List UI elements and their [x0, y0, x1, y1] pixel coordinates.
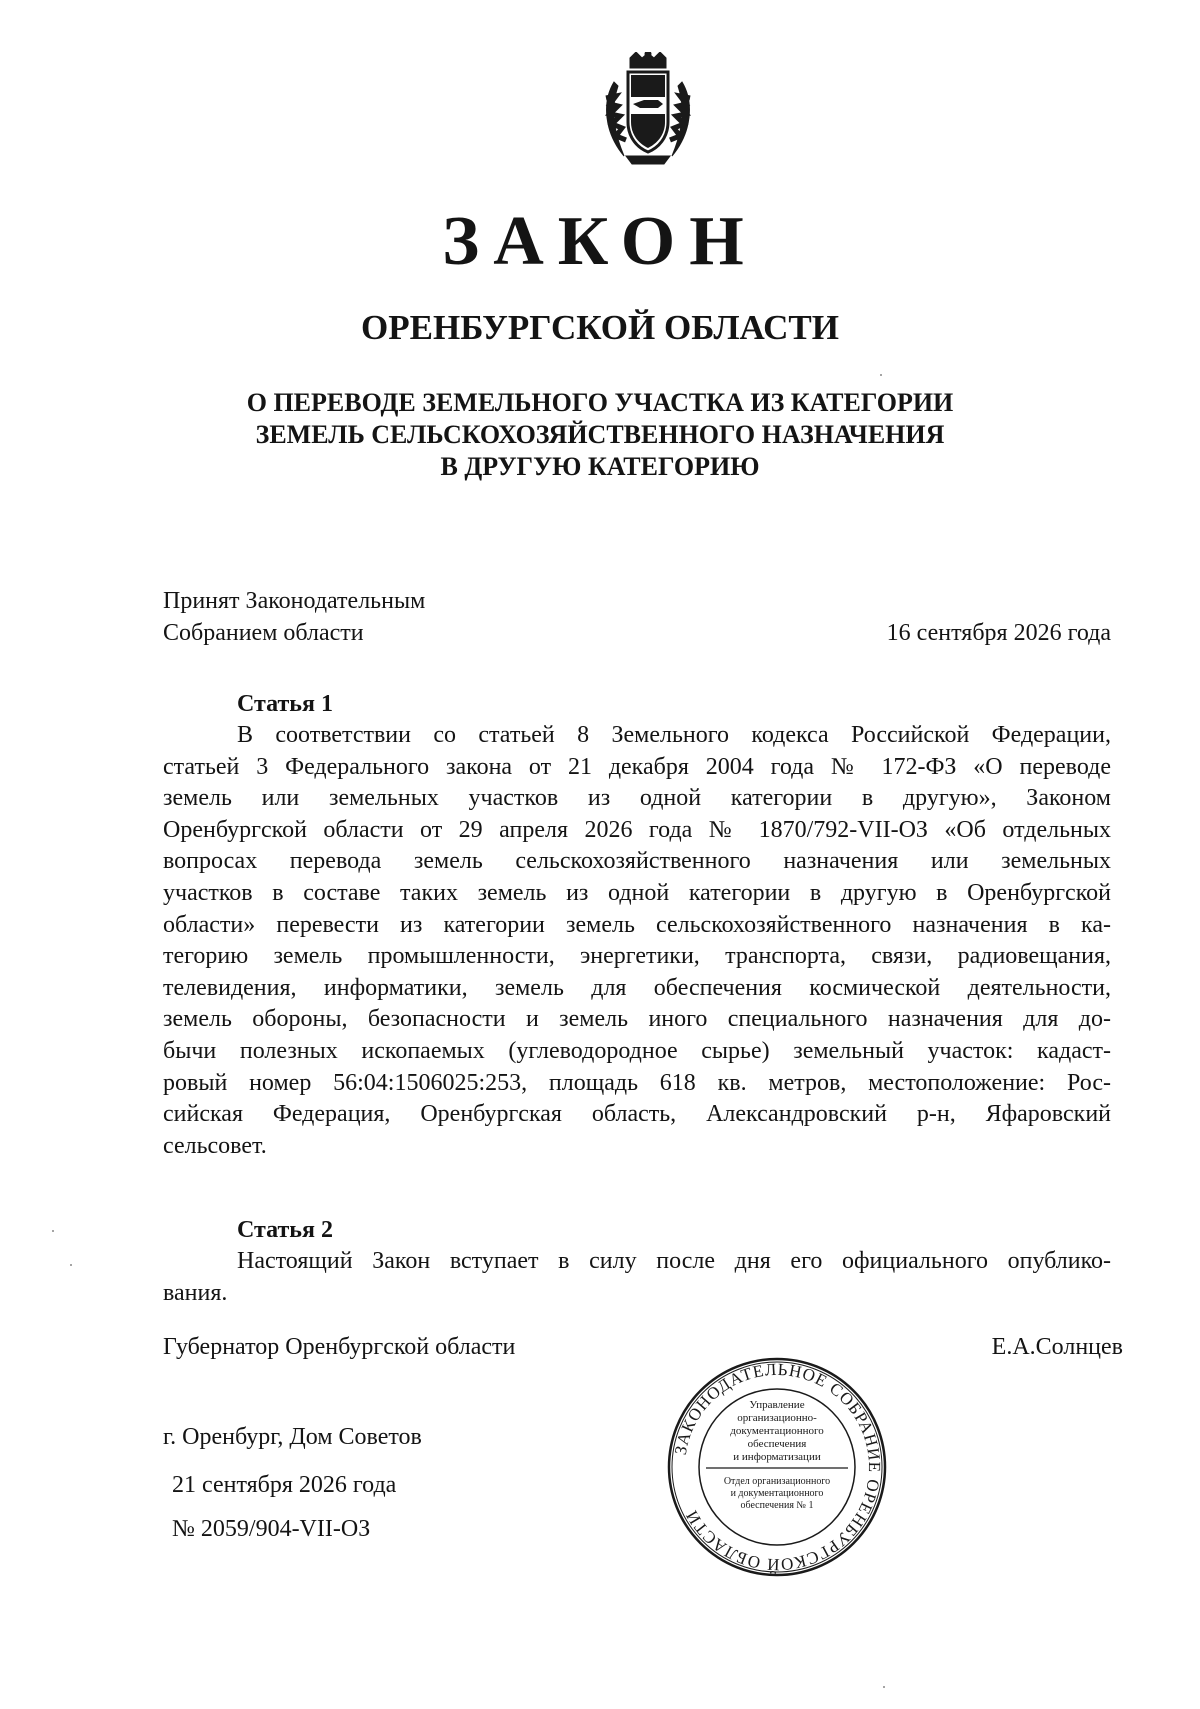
article-1-line: вопросах перевода земель сельскохозяйственного назначения или земельных: [163, 848, 1111, 875]
signing-date: 21 сентября 2026 года: [172, 1472, 397, 1498]
law-number: № 2059/904-VII-ОЗ: [172, 1516, 371, 1542]
article-2-body: [163, 1246, 1111, 1309]
seal-dept-line: и документационного: [730, 1488, 824, 1499]
region-title: ОРЕНБУРГСКОЙ ОБЛАСТИ: [361, 308, 839, 347]
article-1-line: бычи полезных ископаемых (углеводородное сырье) земельный участок: кадаст-: [163, 1037, 1111, 1064]
adoption-date: 16 сентября 2026 года: [886, 620, 1111, 646]
article-1-line: сельсовет.: [163, 1132, 267, 1159]
article-1-heading: Статья 1: [237, 691, 333, 717]
signing-place: г. Оренбург, Дом Советов: [163, 1424, 422, 1450]
article-1-line: сийская Федерация, Оренбургская область, Александровский р-н, Яфаровский: [163, 1101, 1111, 1128]
subject-line: В ДРУГУЮ КАТЕГОРИЮ: [440, 452, 760, 481]
article-1-line: земель обороны, безопасности и земель иного специального назначения для до-: [163, 1006, 1111, 1033]
adoption-line: Принят Законодательным: [163, 588, 426, 614]
adoption-line: Собранием области: [163, 620, 364, 646]
article-1-line: статьей 3 Федерального закона от 21 декабря 2004 года № 172-ФЗ «О переводе: [163, 753, 1111, 780]
document-type-title: ЗАКОН: [442, 203, 758, 280]
scan-speck: [70, 1264, 72, 1266]
seal-dept-line: Отдел организационного: [723, 1476, 831, 1487]
article-1-line: области» перевести из категории земель сельскохозяйственного назначения в ка-: [163, 911, 1111, 938]
seal-inner-line: организационно-: [737, 1412, 817, 1424]
seal-inner-line: документационного: [730, 1425, 824, 1437]
subject-line: ЗЕМЕЛЬ СЕЛЬСКОХОЗЯЙСТВЕННОГО НАЗНАЧЕНИЯ: [255, 420, 945, 449]
official-seal: [666, 1356, 888, 1578]
article-1-line: ровый номер 56:04:1506025:253, площадь 618 кв. метров, местоположение: Рос-: [163, 1069, 1111, 1096]
signatory-position: Губернатор Оренбургской области: [163, 1334, 516, 1360]
article-1-line: телевидения, информатики, земель для обеспечения космической деятельности,: [163, 974, 1111, 1001]
seal-outer-text: ЗАКОНОДАТЕЛЬНОЕ СОБРАНИЕ ОРЕНБУРГСКОЙ ОБЛАСТИ: [670, 1359, 885, 1575]
article-2-line: Настоящий Закон вступает в силу после дня его официального опублико-: [237, 1248, 1111, 1274]
coat-of-arms-icon: [600, 52, 696, 167]
svg-text:ЗАКОНОДАТЕЛЬНОЕ СОБРАНИЕ ОРЕНБ: [671, 1360, 884, 1574]
article-1-line: В соответствии со статьей 8 Земельного кодекса Российской Федерации,: [237, 722, 1111, 748]
adoption-note: [163, 585, 425, 649]
law-subject-title: [0, 387, 1200, 483]
article-1-line: Оренбургской области от 29 апреля 2026 года № 1870/792-VII-ОЗ «Об отдельных: [163, 816, 1111, 843]
article-2-heading: Статья 2: [237, 1217, 333, 1243]
scan-speck: [880, 374, 882, 376]
subject-line: О ПЕРЕВОДЕ ЗЕМЕЛЬНОГО УЧАСТКА ИЗ КАТЕГОРИИ: [246, 388, 954, 417]
article-1-body: [163, 720, 1111, 1162]
seal-inner-line: Управление: [749, 1399, 805, 1411]
scan-speck: [883, 1686, 885, 1688]
article-1-line: тегорию земель промышленности, энергетики, транспорта, связи, радиовещания,: [163, 943, 1111, 970]
seal-dept-line: обеспечения № 1: [740, 1500, 814, 1511]
seal-inner-line: обеспечения: [747, 1438, 807, 1450]
article-1-line: участков в составе таких земель из одной категории в другую в Оренбургской: [163, 879, 1111, 906]
article-2-line: вания.: [163, 1279, 228, 1306]
scan-speck: [52, 1230, 54, 1232]
seal-inner-line: и информатизации: [733, 1451, 821, 1463]
article-1-line: земель или земельных участков из одной категории в другую», Законом: [163, 785, 1111, 812]
signatory-name: Е.А.Солнцев: [991, 1334, 1123, 1360]
